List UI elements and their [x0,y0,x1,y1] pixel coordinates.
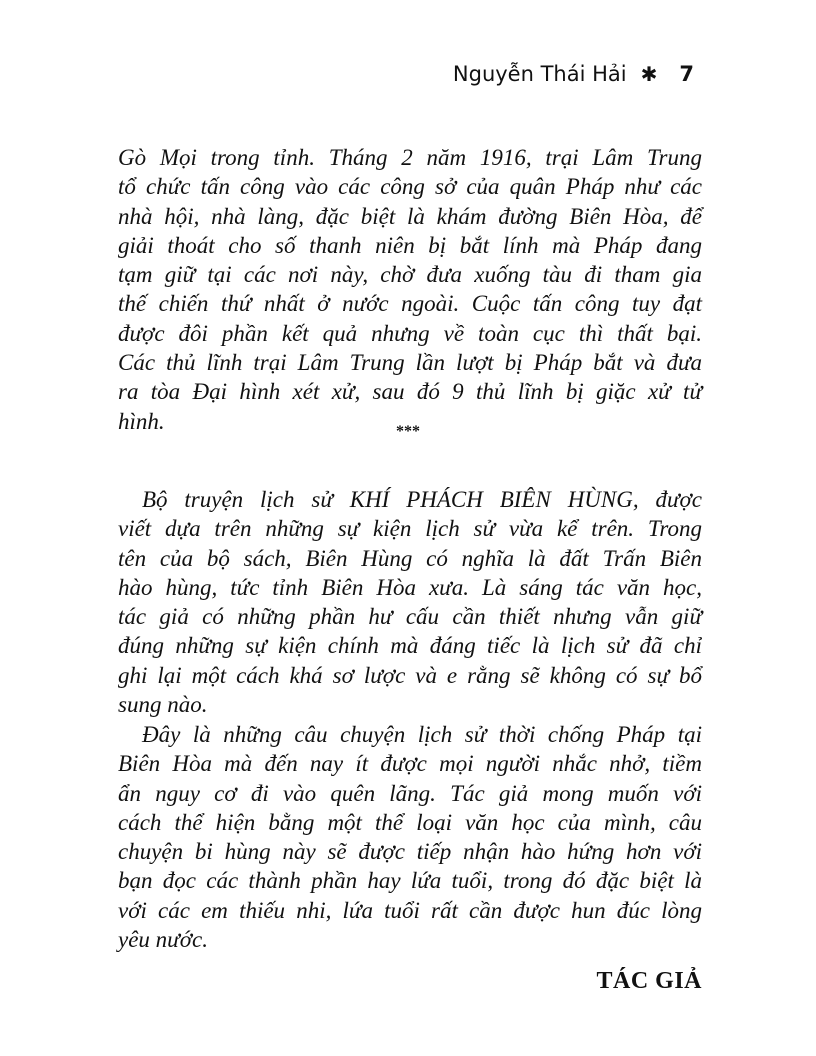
text-line: tên của bộ sách, Biên Hùng có nghĩa là đất Trấn Biên [118,545,702,571]
text-line: viết dựa trên những sự kiện lịch sử vừa kể trên. Trong [118,516,702,542]
section-separator: *** [396,423,420,440]
text-line: Đây là những câu chuyện lịch sử thời chống Pháp tại [142,722,702,747]
text-line: Các thủ lĩnh trại Lâm Trung lần lượt bị Pháp bắt và đưa [118,350,702,376]
text-line: tác giả có những phần hư cấu cần thiết nhưng vẫn giữ [118,604,702,630]
text-line: chuyện bi hùng này sẽ được tiếp nhận hào hứng hơn với [118,839,702,865]
text-line: nhà hội, nhà làng, đặc biệt là khám đường Biên Hòa, để [118,203,702,229]
text-line: được đôi phần kết quả nhưng về toàn cục thì thất bại. [118,320,702,346]
paragraph-purpose [118,720,702,954]
asterisk-separator-icon: ✱ [640,62,658,86]
text-line: thế chiến thứ nhất ở nước ngoài. Cuộc tấn công tuy đạt [118,291,702,317]
text-line: với các em thiếu nhi, lứa tuổi rất cần được hun đúc lòng [118,897,702,923]
text-line: giải thoát cho số thanh niên bị bắt lính mà Pháp đang [118,232,702,258]
text-line: Biên Hòa mà đến nay ít được mọi người nhắc nhở, tiềm [118,751,702,777]
text-line: bạn đọc các thành phần hay lứa tuổi, trong đó đặc biệt là [118,868,702,894]
text-line: cách thể hiện bằng một thể loại văn học của mình, câu [118,809,702,835]
paragraph-history [118,143,702,436]
text-line: ghi lại một cách khá sơ lược và e rằng sẽ không có sự bổ [118,662,702,688]
text-line: Gò Mọi trong tỉnh. Tháng 2 năm 1916, trại Lâm Trung [118,145,702,170]
text-line: Bộ truyện lịch sử KHÍ PHÁCH BIÊN HÙNG, được [142,487,702,512]
text-line: hình. [118,408,165,434]
text-line: hào hùng, tức tỉnh Biên Hòa xưa. Là sáng tác văn học, [118,574,702,600]
author-signature: TÁC GIẢ [596,968,702,994]
header-author: Nguyễn Thái Hải [452,62,627,86]
text-line: đúng những sự kiện chính mà đáng tiếc là lịch sử đã chỉ [118,633,702,659]
text-line: yêu nước. [118,927,208,953]
text-line: tổ chức tấn công vào các công sở của quân Pháp như các [118,174,702,200]
page-number: 7 [679,62,694,86]
text-line: ẩn nguy cơ đi vào quên lãng. Tác giả mong muốn với [118,780,702,806]
running-header [453,62,694,86]
paragraph-series [118,485,702,719]
text-line: sung nào. [118,692,208,718]
text-line: tạm giữ tại các nơi này, chờ đưa xuống tàu đi tham gia [118,262,702,288]
text-line: ra tòa Đại hình xét xử, sau đó 9 thủ lĩnh bị giặc xử tử [118,379,702,405]
